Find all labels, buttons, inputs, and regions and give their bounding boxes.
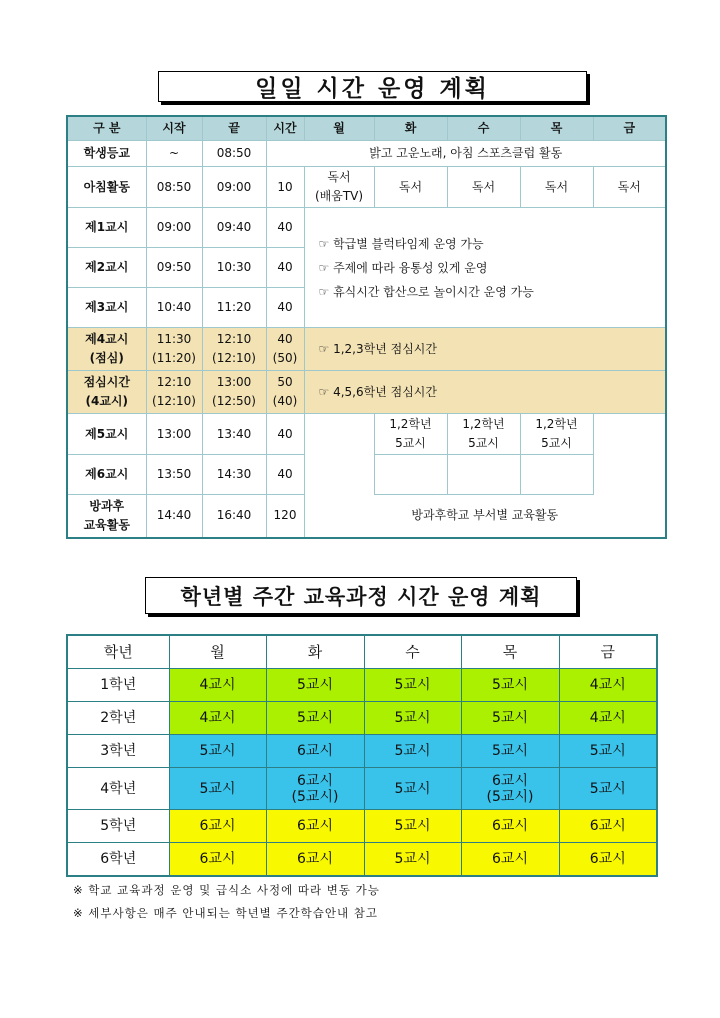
period-cell: 6교시 [461, 810, 559, 843]
start-cell: 13:50 [146, 455, 202, 495]
table-row [67, 810, 657, 843]
row-label: 방과후 교육활동 [67, 495, 146, 538]
wed-cell [447, 455, 520, 495]
table-row [67, 208, 666, 248]
time-cell: 50 (40) [266, 371, 304, 414]
period-cell: 5교시 [169, 735, 266, 768]
wed-cell: 1,2학년 5교시 [447, 414, 520, 455]
period-cell: 4교시 [559, 669, 657, 702]
grade-label: 2학년 [67, 702, 169, 735]
time-cell: 40 [266, 414, 304, 455]
daily-schedule-title: 일일 시간 운영 계획 [158, 71, 587, 102]
header-cell: 화 [374, 116, 447, 141]
end-cell: 13:00 (12:50) [202, 371, 266, 414]
period-cell: 6교시 (5교시) [266, 768, 364, 810]
period-cell: 5교시 [266, 669, 364, 702]
period-cell: 5교시 [364, 843, 461, 877]
period-cell: 6교시 [169, 843, 266, 877]
after-school-note: 방과후학교 부서별 교육활동 [304, 495, 666, 538]
header-cell: 목 [520, 116, 593, 141]
start-cell: 13:00 [146, 414, 202, 455]
end-cell: 12:10 (12:10) [202, 328, 266, 371]
table-row [67, 495, 666, 538]
period-cell: 5교시 [461, 735, 559, 768]
note-line: ☞ 주제에 따라 융통성 있게 운영 [318, 260, 488, 275]
row-label: 제3교시 [67, 288, 146, 328]
wed-cell: 독서 [447, 167, 520, 208]
row-label: 제4교시 (점심) [67, 328, 146, 371]
start-cell: 12:10 (12:10) [146, 371, 202, 414]
fri-cell [593, 455, 666, 495]
row-label: 학생등교 [67, 141, 146, 167]
period-cell: 5교시 [461, 702, 559, 735]
header-cell: 월 [169, 635, 266, 669]
period-cell: 6교시 (5교시) [461, 768, 559, 810]
end-cell: 16:40 [202, 495, 266, 538]
time-cell: 10 [266, 167, 304, 208]
tue-cell: 1,2학년 5교시 [374, 414, 447, 455]
grade-label: 4학년 [67, 768, 169, 810]
time-cell: 40 [266, 288, 304, 328]
period-cell: 5교시 [559, 735, 657, 768]
header-cell: 월 [304, 116, 374, 141]
end-cell: 10:30 [202, 248, 266, 288]
period-cell: 6교시 [266, 843, 364, 877]
footnote: ※ 세부사항은 매주 안내되는 학년별 주간학습안내 참고 [73, 906, 378, 920]
period-cell: 5교시 [169, 768, 266, 810]
table-row [67, 167, 666, 208]
header-cell: 목 [461, 635, 559, 669]
start-cell: 09:50 [146, 248, 202, 288]
period-cell: 5교시 [559, 768, 657, 810]
thu-cell [520, 455, 593, 495]
row-label: 제5교시 [67, 414, 146, 455]
table-row [67, 735, 657, 768]
note-line: ☞ 휴식시간 합산으로 놀이시간 운영 가능 [318, 284, 534, 299]
period-cell: 5교시 [364, 702, 461, 735]
header-cell: 금 [559, 635, 657, 669]
weekly-schedule-table [66, 634, 658, 877]
time-cell: 40 [266, 455, 304, 495]
header-cell: 시간 [266, 116, 304, 141]
grade-label: 6학년 [67, 843, 169, 877]
header-cell: 화 [266, 635, 364, 669]
daily-header-row [67, 116, 666, 141]
grade-label: 3학년 [67, 735, 169, 768]
mon-cell [304, 414, 374, 455]
period-cell: 6교시 [266, 735, 364, 768]
fri-cell [593, 414, 666, 455]
table-row [67, 768, 657, 810]
period-cell: 5교시 [364, 768, 461, 810]
start-cell: 14:40 [146, 495, 202, 538]
header-cell: 수 [447, 116, 520, 141]
table-row [67, 328, 666, 371]
tue-cell: 독서 [374, 167, 447, 208]
end-cell: 09:40 [202, 208, 266, 248]
period-cell: 5교시 [364, 810, 461, 843]
start-cell: 10:40 [146, 288, 202, 328]
table-row [67, 843, 657, 877]
daily-schedule-table [66, 115, 667, 539]
activity-span: 밝고 고운노래, 아침 스포츠클럽 활동 [266, 141, 666, 167]
end-cell: 09:00 [202, 167, 266, 208]
grade-label: 5학년 [67, 810, 169, 843]
table-row [67, 414, 666, 455]
header-cell: 시작 [146, 116, 202, 141]
time-cell: 40 [266, 208, 304, 248]
end-cell: 08:50 [202, 141, 266, 167]
period-cell: 4교시 [169, 669, 266, 702]
lunch-note: ☞ 4,5,6학년 점심시간 [304, 371, 666, 414]
row-label: 제6교시 [67, 455, 146, 495]
table-row [67, 371, 666, 414]
header-cell: 수 [364, 635, 461, 669]
mon-cell [304, 455, 374, 495]
footnote: ※ 학교 교육과정 운영 및 급식소 사정에 따라 변동 가능 [73, 883, 380, 897]
start-cell: 11:30 (11:20) [146, 328, 202, 371]
start-cell: ~ [146, 141, 202, 167]
period-cell: 5교시 [364, 669, 461, 702]
end-cell: 11:20 [202, 288, 266, 328]
start-cell: 09:00 [146, 208, 202, 248]
start-cell: 08:50 [146, 167, 202, 208]
header-cell: 금 [593, 116, 666, 141]
end-cell: 13:40 [202, 414, 266, 455]
weekly-schedule-title: 학년별 주간 교육과정 시간 운영 계획 [145, 577, 577, 614]
row-label: 제2교시 [67, 248, 146, 288]
weekly-header-row [67, 635, 657, 669]
time-cell: 40 [266, 248, 304, 288]
period-cell: 4교시 [169, 702, 266, 735]
period-cell: 6교시 [559, 843, 657, 877]
mon-cell: 독서 (배움TV) [304, 167, 374, 208]
tue-cell [374, 455, 447, 495]
table-row [67, 702, 657, 735]
lunch-note: ☞ 1,2,3학년 점심시간 [304, 328, 666, 371]
note-line: ☞ 학급별 블럭타임제 운영 가능 [318, 236, 484, 251]
time-cell: 40 (50) [266, 328, 304, 371]
table-row [67, 455, 666, 495]
end-cell: 14:30 [202, 455, 266, 495]
row-label: 제1교시 [67, 208, 146, 248]
header-cell: 학년 [67, 635, 169, 669]
header-cell: 끝 [202, 116, 266, 141]
row-label: 점심시간 (4교시) [67, 371, 146, 414]
thu-cell: 독서 [520, 167, 593, 208]
period-cell: 5교시 [461, 669, 559, 702]
period-cell: 6교시 [169, 810, 266, 843]
period-cell: 5교시 [364, 735, 461, 768]
fri-cell: 독서 [593, 167, 666, 208]
table-row [67, 141, 666, 167]
period-cell: 5교시 [266, 702, 364, 735]
thu-cell: 1,2학년 5교시 [520, 414, 593, 455]
period-cell: 6교시 [461, 843, 559, 877]
table-row [67, 669, 657, 702]
period-cell: 6교시 [266, 810, 364, 843]
period-cell: 4교시 [559, 702, 657, 735]
operation-notes [304, 208, 666, 328]
row-label: 아침활동 [67, 167, 146, 208]
period-cell: 6교시 [559, 810, 657, 843]
header-cell: 구 분 [67, 116, 146, 141]
time-cell: 120 [266, 495, 304, 538]
grade-label: 1학년 [67, 669, 169, 702]
